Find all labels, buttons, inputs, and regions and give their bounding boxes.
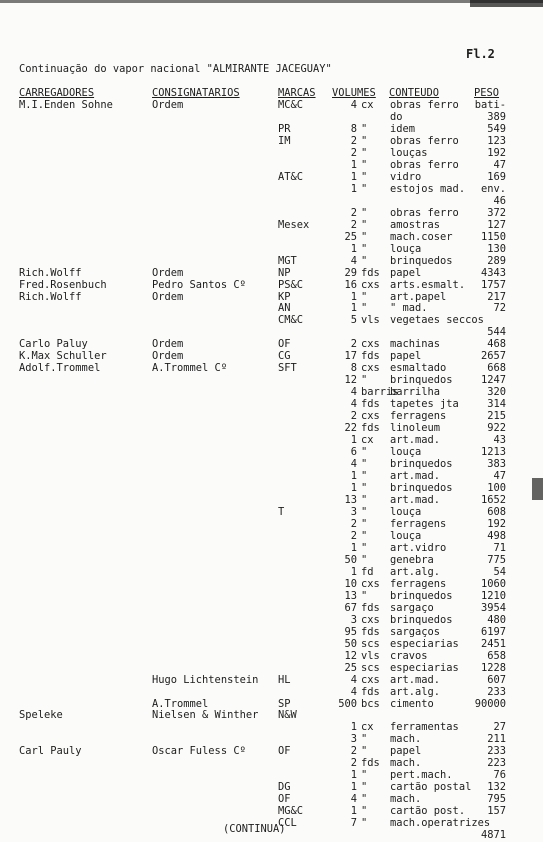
- cell-peso: 54: [493, 565, 506, 578]
- cell-peso: 1210: [480, 589, 506, 602]
- cell-qtd: 2: [350, 757, 357, 770]
- cell-conteudo: louça: [390, 529, 422, 542]
- cell-qtd: 8: [350, 362, 357, 375]
- cell-conteudo: cartão post.: [390, 805, 466, 818]
- cell-conteudo: estojos mad.: [390, 182, 466, 195]
- cell-conteudo: papel: [390, 266, 422, 279]
- cell-un: ": [361, 206, 368, 219]
- cell-qtd: 4: [350, 254, 357, 267]
- cell-marca: AN: [278, 302, 291, 315]
- cell-qtd: 25: [344, 230, 357, 243]
- cell-conteudo: obras ferro: [390, 99, 459, 111]
- cell-consignatario: A.Trommel Cº: [152, 362, 228, 375]
- cell-conteudo: mach.: [390, 733, 422, 746]
- cell-peso: bati-: [474, 99, 506, 111]
- cell-marca: KP: [278, 290, 291, 303]
- cell-conteudo: brinquedos: [390, 254, 453, 267]
- cell-peso: 480: [487, 613, 506, 626]
- cell-consignatario: Pedro Santos Cº: [152, 278, 246, 291]
- cell-peso: 4871: [480, 829, 506, 842]
- cell-conteudo: papel: [390, 745, 422, 758]
- cell-marca: Mesex: [278, 218, 310, 231]
- cell-conteudo: art.mad.: [390, 434, 441, 447]
- cell-marca: NP: [278, 266, 291, 279]
- cell-un: cxs: [361, 410, 380, 423]
- cell-peso: 47: [493, 158, 506, 171]
- cell-un: ": [361, 781, 368, 794]
- cell-un: ": [361, 290, 368, 303]
- header-carregadores: CARREGADORES: [19, 87, 95, 99]
- cell-consignatario: Ordem: [152, 338, 184, 351]
- cell-conteudo: mach.: [390, 793, 422, 806]
- page-number: Fl.2: [466, 47, 495, 61]
- cell-consignatario: Ordem: [152, 266, 184, 279]
- cell-peso: 389: [487, 110, 506, 123]
- cell-consignatario: Ordem: [152, 350, 184, 363]
- cell-conteudo: brinquedos: [390, 613, 453, 626]
- cell-un: ": [361, 769, 368, 782]
- cell-conteudo: esmaltado: [390, 362, 447, 375]
- cell-un: ": [361, 517, 368, 530]
- cell-un: ": [361, 505, 368, 518]
- cell-peso: env.: [480, 182, 506, 195]
- cell-qtd: 500: [338, 697, 357, 710]
- cell-un: fds: [361, 266, 380, 279]
- cell-un: ": [361, 446, 368, 459]
- cell-marca: PR: [278, 122, 291, 135]
- cell-conteudo: louça: [390, 446, 422, 459]
- cell-un: ": [361, 470, 368, 483]
- cell-conteudo: sargaço: [390, 601, 434, 614]
- cell-un: fd: [361, 565, 374, 578]
- cell-qtd: 2: [350, 146, 357, 159]
- cell-marca: HL: [278, 673, 291, 686]
- cell-qtd: 13: [344, 589, 357, 602]
- cell-qtd: 4: [350, 99, 357, 111]
- cell-qtd: 12: [344, 649, 357, 662]
- page-title: Continuação do vapor nacional "ALMIRANTE JACEGUAY": [19, 63, 332, 75]
- cell-conteudo: art.papel: [390, 290, 447, 303]
- cell-un: ": [361, 482, 368, 495]
- cell-conteudo: obras ferro: [390, 158, 459, 171]
- cell-un: ": [361, 302, 368, 315]
- cell-conteudo: ferragens: [390, 577, 447, 590]
- cell-conteudo: tapetes jta: [390, 398, 459, 411]
- cell-peso: 233: [487, 685, 506, 698]
- cell-un: ": [361, 122, 368, 135]
- cell-qtd: 3: [350, 613, 357, 626]
- cell-conteudo: pert.mach.: [390, 769, 453, 782]
- cell-conteudo: amostras: [390, 218, 441, 231]
- cell-qtd: 1: [350, 482, 357, 495]
- cell-peso: 468: [487, 338, 506, 351]
- cell-peso: 2657: [480, 350, 506, 363]
- cell-qtd: 1: [350, 805, 357, 818]
- cell-peso: 922: [487, 422, 506, 435]
- cell-qtd: 29: [344, 266, 357, 279]
- cell-un: cx: [361, 434, 374, 447]
- cell-qtd: 4: [350, 685, 357, 698]
- cell-un: ": [361, 158, 368, 171]
- cell-peso: 157: [487, 805, 506, 818]
- cell-peso: 795: [487, 793, 506, 806]
- cell-un: ": [361, 553, 368, 566]
- cell-conteudo: louça: [390, 242, 422, 255]
- cell-peso: 607: [487, 673, 506, 686]
- cell-conteudo: vidro: [390, 170, 422, 183]
- cell-qtd: 95: [344, 625, 357, 638]
- cell-conteudo: mach.operatrizes: [390, 817, 491, 830]
- cell-carregador: K.Max Schuller: [19, 350, 107, 363]
- cell-peso: 289: [487, 254, 506, 267]
- cell-conteudo: brinquedos: [390, 589, 453, 602]
- cell-peso: 6197: [480, 625, 506, 638]
- cell-conteudo: louça: [390, 505, 422, 518]
- cell-un: ": [361, 458, 368, 471]
- cell-marca: MGT: [278, 254, 297, 267]
- cell-peso: 47: [493, 470, 506, 483]
- cell-un: ": [361, 170, 368, 183]
- cell-un: cxs: [361, 613, 380, 626]
- cell-un: ": [361, 134, 368, 147]
- cell-conteudo: do: [390, 110, 403, 123]
- cell-consignatario: Hugo Lichtenstein: [152, 673, 259, 686]
- cell-carregador: Rich.Wolff: [19, 290, 82, 303]
- cell-conteudo: ferragens: [390, 517, 447, 530]
- cell-conteudo: cimento: [390, 697, 434, 710]
- cell-conteudo: barrilha: [390, 386, 441, 399]
- cell-peso: 608: [487, 505, 506, 518]
- cell-peso: 169: [487, 170, 506, 183]
- cell-conteudo: especiarias: [390, 637, 459, 650]
- cell-conteudo: art.vidro: [390, 541, 447, 554]
- cell-qtd: 2: [350, 134, 357, 147]
- cell-carregador: Adolf.Trommel: [19, 362, 101, 375]
- cell-conteudo: art.mad.: [390, 673, 441, 686]
- cell-conteudo: obras ferro: [390, 206, 459, 219]
- cell-un: fds: [361, 625, 380, 638]
- cell-peso: 211: [487, 733, 506, 746]
- cell-conteudo: arts.esmalt.: [390, 278, 466, 291]
- cell-qtd: 2: [350, 410, 357, 423]
- cell-peso: 1213: [480, 446, 506, 459]
- cell-peso: 1150: [480, 230, 506, 243]
- cell-un: ": [361, 242, 368, 255]
- cell-marca: IM: [278, 134, 291, 147]
- cell-un: ": [361, 230, 368, 243]
- cell-conteudo: cartão postal: [390, 781, 472, 794]
- cell-peso: 100: [487, 482, 506, 495]
- cell-conteudo: art.alg.: [390, 565, 441, 578]
- cell-conteudo: art.mad.: [390, 470, 441, 483]
- cell-conteudo: especiarias: [390, 661, 459, 674]
- cell-peso: 215: [487, 410, 506, 423]
- scan-blot-mark: [470, 0, 543, 7]
- cell-un: cxs: [361, 362, 380, 375]
- cell-conteudo: ferragens: [390, 410, 447, 423]
- cell-peso: 1228: [480, 661, 506, 674]
- cell-consignatario: A.Trommel: [152, 697, 209, 710]
- cell-un: ": [361, 146, 368, 159]
- cell-peso: 775: [487, 553, 506, 566]
- cell-qtd: 17: [344, 350, 357, 363]
- cell-un: fds: [361, 685, 380, 698]
- cell-qtd: 7: [350, 817, 357, 830]
- cell-marca: CCL: [278, 817, 297, 830]
- cell-peso: 127: [487, 218, 506, 231]
- cell-un: ": [361, 805, 368, 818]
- cell-peso: 76: [493, 769, 506, 782]
- cell-un: barris: [361, 386, 399, 399]
- cell-marca: N&W: [278, 709, 297, 722]
- cell-qtd: 16: [344, 278, 357, 291]
- cell-conteudo: brinquedos: [390, 374, 453, 387]
- cell-qtd: 1: [350, 470, 357, 483]
- cell-un: fds: [361, 601, 380, 614]
- cell-conteudo: " mad.: [390, 302, 428, 315]
- cell-peso: 1247: [480, 374, 506, 387]
- cell-conteudo: art.mad.: [390, 494, 441, 506]
- header-conteudo: CONTEUDO: [389, 87, 440, 99]
- cell-qtd: 13: [344, 494, 357, 506]
- cell-marca: PS&C: [278, 278, 304, 291]
- cell-un: ": [361, 589, 368, 602]
- cell-marca: MG&C: [278, 805, 304, 818]
- cell-peso: 320: [487, 386, 506, 399]
- cell-un: cx: [361, 721, 374, 734]
- cell-conteudo: obras ferro: [390, 134, 459, 147]
- cell-qtd: 1: [350, 290, 357, 303]
- cell-conteudo: genebra: [390, 553, 434, 566]
- cell-un: vls: [361, 314, 380, 327]
- cell-peso: 1652: [480, 494, 506, 506]
- scan-edge-mark: [532, 478, 543, 500]
- cell-qtd: 1: [350, 721, 357, 734]
- cell-un: ": [361, 218, 368, 231]
- cell-conteudo: mach.: [390, 757, 422, 770]
- cell-un: vls: [361, 649, 380, 662]
- cell-un: ": [361, 529, 368, 542]
- cell-un: fds: [361, 757, 380, 770]
- cell-conteudo: idem: [390, 122, 416, 135]
- cell-marca: MC&C: [278, 99, 304, 111]
- cell-marca: AT&C: [278, 170, 304, 183]
- cell-peso: 1060: [480, 577, 506, 590]
- cell-un: fds: [361, 422, 380, 435]
- cell-peso: 217: [487, 290, 506, 303]
- cell-conteudo: art.alg.: [390, 685, 441, 698]
- cell-consignatario: Ordem: [152, 99, 184, 111]
- cell-un: fds: [361, 398, 380, 411]
- cell-peso: 658: [487, 649, 506, 662]
- cell-conteudo: sargaços: [390, 625, 441, 638]
- cell-un: ": [361, 494, 368, 506]
- cell-marca: SFT: [278, 362, 297, 375]
- cell-qtd: 4: [350, 793, 357, 806]
- cell-peso: 544: [487, 326, 506, 339]
- cell-qtd: 4: [350, 398, 357, 411]
- cell-carregador: Carlo Paluy: [19, 338, 88, 351]
- cell-peso: 130: [487, 242, 506, 255]
- cell-peso: 372: [487, 206, 506, 219]
- cell-conteudo: louças: [390, 146, 428, 159]
- cell-un: bcs: [361, 697, 380, 710]
- cell-qtd: 67: [344, 601, 357, 614]
- cell-qtd: 2: [350, 218, 357, 231]
- cell-qtd: 1: [350, 434, 357, 447]
- cell-qtd: 8: [350, 122, 357, 135]
- cell-qtd: 1: [350, 170, 357, 183]
- cell-un: ": [361, 254, 368, 267]
- cell-qtd: 4: [350, 673, 357, 686]
- cell-conteudo: mach.coser: [390, 230, 453, 243]
- cell-un: cxs: [361, 278, 380, 291]
- cell-un: fds: [361, 350, 380, 363]
- header-peso: PESO: [474, 87, 500, 99]
- cell-carregador: Speleke: [19, 709, 63, 722]
- header-volumes: VOLUMES: [332, 87, 376, 99]
- cell-un: cxs: [361, 577, 380, 590]
- cell-qtd: 1: [350, 242, 357, 255]
- cell-un: ": [361, 745, 368, 758]
- cell-carregador: Fred.Rosenbuch: [19, 278, 107, 291]
- cell-peso: 668: [487, 362, 506, 375]
- cell-un: ": [361, 541, 368, 554]
- cell-un: cxs: [361, 673, 380, 686]
- cell-consignatario: Oscar Fuless Cº: [152, 745, 246, 758]
- cell-conteudo: machinas: [390, 338, 441, 351]
- cell-peso: 72: [493, 302, 506, 315]
- cell-peso: 192: [487, 146, 506, 159]
- cell-un: scs: [361, 637, 380, 650]
- cell-marca: T: [278, 505, 285, 518]
- cell-qtd: 22: [344, 422, 357, 435]
- cell-qtd: 2: [350, 529, 357, 542]
- cell-conteudo: linoleum: [390, 422, 441, 435]
- cell-qtd: 50: [344, 553, 357, 566]
- cell-qtd: 5: [350, 314, 357, 327]
- cell-peso: 4343: [480, 266, 506, 279]
- cell-peso: 383: [487, 458, 506, 471]
- cell-peso: 223: [487, 757, 506, 770]
- cell-carregador: M.I.Enden Sohne: [19, 99, 113, 111]
- cell-peso: 2451: [480, 637, 506, 650]
- cell-qtd: 3: [350, 733, 357, 746]
- cell-consignatario: Nielsen & Winther: [152, 709, 259, 722]
- cell-peso: 27: [493, 721, 506, 734]
- cell-qtd: 1: [350, 302, 357, 315]
- cell-qtd: 10: [344, 577, 357, 590]
- cell-un: scs: [361, 661, 380, 674]
- header-marcas: MARCAS: [278, 87, 316, 99]
- cell-carregador: Carl Pauly: [19, 745, 82, 758]
- cell-un: ": [361, 374, 368, 387]
- cell-peso: 498: [487, 529, 506, 542]
- cell-qtd: 12: [344, 374, 357, 387]
- cell-qtd: 1: [350, 769, 357, 782]
- cell-peso: 123: [487, 134, 506, 147]
- cell-peso: 71: [493, 541, 506, 554]
- cell-qtd: 1: [350, 541, 357, 554]
- cell-peso: 314: [487, 398, 506, 411]
- cell-consignatario: Ordem: [152, 290, 184, 303]
- cell-peso: 90000: [474, 697, 506, 710]
- cell-peso: 46: [493, 194, 506, 207]
- cell-un: cxs: [361, 338, 380, 351]
- cell-marca: OF: [278, 745, 291, 758]
- cell-peso: 132: [487, 781, 506, 794]
- cell-peso: 1757: [480, 278, 506, 291]
- cell-peso: 549: [487, 122, 506, 135]
- cell-qtd: 2: [350, 206, 357, 219]
- cell-qtd: 4: [350, 386, 357, 399]
- cell-peso: 3954: [480, 601, 506, 614]
- cell-un: ": [361, 733, 368, 746]
- cell-qtd: 25: [344, 661, 357, 674]
- cell-conteudo: papel: [390, 350, 422, 363]
- cell-marca: OF: [278, 338, 291, 351]
- cell-un: ": [361, 793, 368, 806]
- cell-conteudo: ferramentas: [390, 721, 459, 734]
- cell-conteudo: cravos: [390, 649, 428, 662]
- cell-qtd: 3: [350, 505, 357, 518]
- cell-marca: CM&C: [278, 314, 304, 327]
- cell-marca: DG: [278, 781, 291, 794]
- cell-qtd: 2: [350, 338, 357, 351]
- cell-un: ": [361, 817, 368, 830]
- cell-qtd: 50: [344, 637, 357, 650]
- cell-un: cx: [361, 99, 374, 111]
- cell-qtd: 1: [350, 182, 357, 195]
- cell-peso: 43: [493, 434, 506, 447]
- cell-carregador: Rich.Wolff: [19, 266, 82, 279]
- footer-continua: (CONTINUA): [223, 823, 286, 835]
- cell-marca: OF: [278, 793, 291, 806]
- header-consignatarios: CONSIGNATARIOS: [152, 87, 240, 99]
- cell-peso: 233: [487, 745, 506, 758]
- cell-un: ": [361, 182, 368, 195]
- cell-qtd: 6: [350, 446, 357, 459]
- cell-qtd: 1: [350, 781, 357, 794]
- cell-qtd: 2: [350, 745, 357, 758]
- cell-qtd: 1: [350, 158, 357, 171]
- cell-conteudo: brinquedos: [390, 458, 453, 471]
- cell-conteudo: vegetaes seccos: [390, 314, 484, 327]
- cell-qtd: 2: [350, 517, 357, 530]
- cell-marca: CG: [278, 350, 291, 363]
- cell-conteudo: brinquedos: [390, 482, 453, 495]
- cell-marca: SP: [278, 697, 291, 710]
- cell-qtd: 1: [350, 565, 357, 578]
- scan-top-edge: [0, 0, 543, 3]
- cell-peso: 192: [487, 517, 506, 530]
- cell-qtd: 4: [350, 458, 357, 471]
